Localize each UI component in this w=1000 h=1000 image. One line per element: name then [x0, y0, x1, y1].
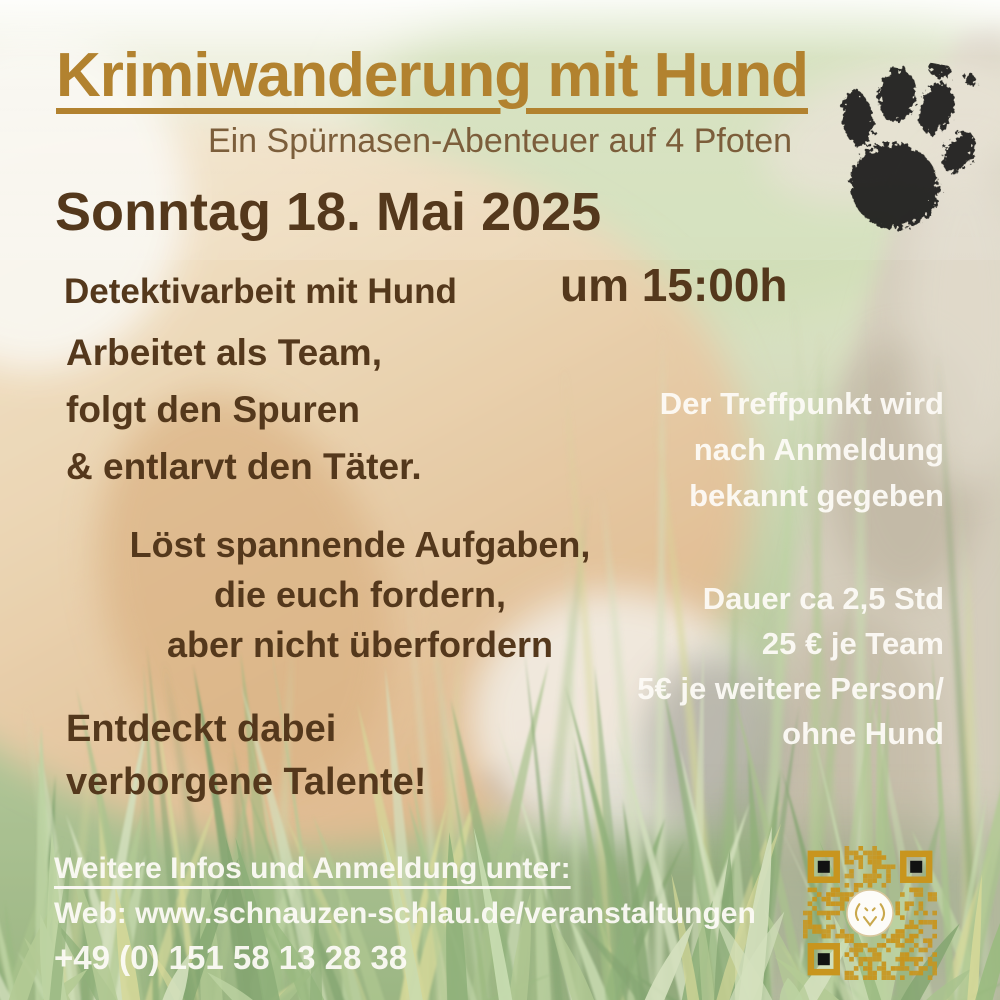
talents-text-line: verborgene Talente! [66, 761, 427, 803]
tasks-text-line: Löst spannende Aufgaben, [129, 524, 591, 565]
pricing-info-line: 25 € je Team [761, 626, 944, 661]
time-label: um 15:00h [560, 259, 788, 311]
team-text-block [66, 324, 422, 495]
pricing-info-line: ohne Hund [782, 716, 944, 751]
talents-text-block [66, 703, 426, 809]
contact-heading: Weitere Infos und Anmeldung unter: [54, 852, 571, 885]
team-text-line: folgt den Spuren [66, 389, 360, 430]
website-text: Web: www.schnauzen-schlau.de/veranstaltungen [54, 897, 756, 930]
meeting-info-block [660, 381, 944, 519]
pricing-info-line: 5€ je weitere Person/ [637, 671, 944, 706]
pricing-info-line: Dauer ca 2,5 Std [702, 581, 944, 616]
tasks-text-line: die euch fordern, [213, 574, 507, 615]
meeting-info-line: nach Anmeldung [693, 432, 944, 467]
tasks-text-block [90, 520, 630, 670]
activity-label: Detektivarbeit mit Hund [64, 272, 457, 311]
talents-text-line: Entdeckt dabei [66, 708, 337, 750]
phone-number: +49 (0) 151 58 13 28 38 [54, 939, 408, 976]
qr-code [803, 846, 937, 980]
meeting-info-line: Der Treffpunkt wird [659, 386, 944, 421]
meeting-info-line: bekannt gegeben [689, 478, 944, 513]
team-text-line: & entlarvt den Täter. [66, 446, 422, 487]
tasks-text-line: aber nicht überfordern [166, 624, 554, 665]
team-text-line: Arbeitet als Team, [66, 332, 382, 373]
pricing-info-block [637, 576, 944, 756]
flyer-subtitle: Ein Spürnasen-Abenteuer auf 4 Pfoten [207, 122, 793, 160]
event-date: Sonntag 18. Mai 2025 [55, 182, 602, 242]
flyer-title: Krimiwanderung mit Hund [56, 41, 808, 110]
